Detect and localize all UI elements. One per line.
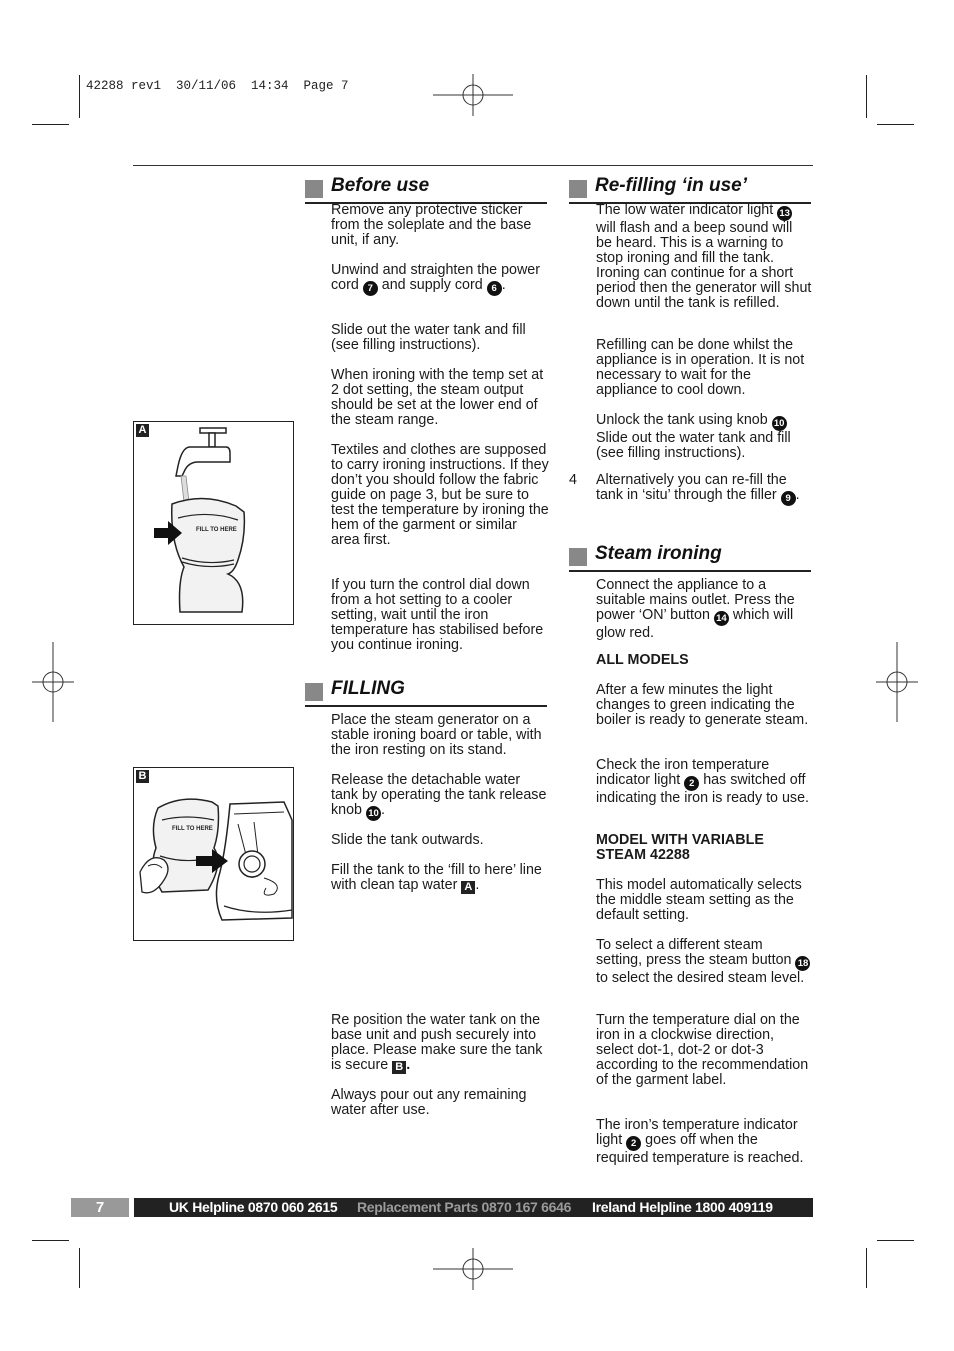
ref-number-icon: 14 [714,611,729,626]
fill-line-label: FILL TO HERE [172,826,213,832]
paragraph [331,773,549,821]
ref-number-icon: 18 [795,956,810,971]
ref-number-icon: 6 [487,281,502,296]
print-slug: 42288 rev1 30/11/06 14:34 Page 7 [86,79,349,93]
footer-divider [129,1198,134,1217]
heading-underline [305,705,547,707]
section-heading-before-use [305,175,547,204]
section-heading-filling [305,678,547,707]
heading-text: FILLING [331,678,405,699]
paragraph [596,473,812,506]
text: Re position the water tank on the base unit and push securely into place. Please make sure the tank is secure [331,1012,543,1073]
text: Alternatively you can re-fill the tank in ‘situ’ through the filler [596,472,787,503]
text: The iron’s temperature indicator light [596,1117,798,1148]
paragraph [331,263,549,296]
text: to select the desired steam level. [596,970,805,986]
text: Fill the tank to the ‘fill to here’ line with clean tap water [331,862,542,893]
text: . [380,802,385,818]
fill-line-label: FILL TO HERE [196,527,237,533]
top-rule [133,165,813,166]
text: which will glow red. [596,607,794,641]
paragraph: After a few minutes the light changes to green indicating the boiler is ready to generate steam. [596,682,809,728]
text: Connect the appliance to a suitable mains outlet. Press the power ‘ON’ button [596,577,795,623]
ref-number-icon: 7 [363,281,378,296]
figure-a [133,421,294,625]
paragraph [331,863,549,894]
text: Unlock the tank using knob [596,412,772,428]
paragraph: Slide the tank outwards. [331,832,484,848]
paragraph [596,938,812,986]
heading-text: Steam ironing [595,543,722,564]
section-heading-steam-ironing [569,543,811,572]
paragraph: Always pour out any remaining water after use. [331,1087,527,1118]
ref-number-icon: 13 [777,206,792,221]
insert-tank-illustration [134,768,293,940]
text: will flash and a beep sound will be heard. This is a warning to stop ironing and fill the tank. Ironing can continue for a short period then the generator will shut down until the tank is refilled. [596,220,812,311]
subheading-variable-steam: MODEL WITH VARIABLE STEAM 42288 [596,832,764,863]
heading-square-marker [569,548,587,566]
paragraph [331,1013,549,1074]
text: goes off when the required temperature is reached. [596,1132,804,1166]
replacement-parts-line: Replacement Parts 0870 167 6646 [357,1199,572,1215]
registration-mark-left [32,642,74,722]
text: . [501,277,506,293]
fill-tank-illustration [134,422,293,624]
paragraph: Refilling can be done whilst the appliance is in operation. It is not necessary to wait for the appliance to cool down. [596,337,805,398]
heading-text: Re-filling ‘in use’ [595,175,748,196]
registration-mark-bottom [433,1248,513,1290]
ref-number-icon: 10 [366,806,381,821]
text: To select a different steam setting, press the steam button [596,937,796,968]
heading-square-marker [305,180,323,198]
paragraph: Slide out the water tank and fill (see filling instructions). [331,322,526,353]
figure-ref-icon: B [392,1061,406,1074]
paragraph [596,413,812,461]
text: Check the iron temperature indicator light [596,757,770,788]
paragraph [596,1118,812,1166]
paragraph: Place the steam generator on a stable ironing board or table, with the iron resting on its stand. [331,712,542,758]
ref-number-icon: 2 [684,776,699,791]
ireland-helpline: Ireland Helpline 1800 409119 [592,1199,773,1215]
page-number: 7 [71,1198,129,1217]
heading-square-marker [305,683,323,701]
text: has switched off indicating the iron is ready to use. [596,772,809,806]
ref-number-icon: 10 [772,416,787,431]
list-number: 4 [569,472,577,488]
paragraph [596,578,812,641]
registration-mark-top [433,74,513,116]
text: Unwind and straighten the power cord [331,262,541,293]
text: The low water indicator light [596,202,778,218]
section-heading-refilling [569,175,811,204]
paragraph: Textiles and clothes are supposed to carry ironing instructions. If they don’t you should follow the fabric guide on page 3, but be sure to test the temperature by ironing the hem of the garment or similar area first. [331,442,549,548]
text: Release the detachable water tank by operating the tank release knob [331,772,547,818]
ref-number-icon: 2 [626,1136,641,1151]
uk-helpline: UK Helpline 0870 060 2615 [169,1199,338,1215]
figure-label: A [136,424,149,437]
text: . [475,877,480,893]
subheading-all-models: ALL MODELS [596,652,689,668]
heading-text: Before use [331,175,430,196]
text: . [795,487,800,503]
figure-ref-icon: A [461,881,475,894]
paragraph [596,203,812,311]
footer-helpline-bar [71,1198,813,1217]
paragraph: When ironing with the temp set at 2 dot setting, the steam output should be set at the lower end of the steam range. [331,367,544,428]
paragraph: Remove any protective sticker from the soleplate and the base unit, if any. [331,202,532,248]
ref-number-icon: 9 [781,491,796,506]
figure-b [133,767,294,941]
paragraph: Turn the temperature dial on the iron in a clockwise direction, select dot-1, dot-2 or dot-3 according to the recommendation of the garment label. [596,1012,809,1088]
heading-square-marker [569,180,587,198]
text: Slide out the water tank and fill (see filling instructions). [596,430,791,461]
heading-underline [569,570,811,572]
paragraph: If you turn the control dial down from a hot setting to a cooler setting, wait until the iron temperature has stabilised before you continue ironing. [331,577,544,653]
text: and supply cord [377,277,487,293]
registration-mark-right [876,642,918,722]
paragraph: This model automatically selects the middle steam setting as the default setting. [596,877,802,923]
paragraph [596,758,812,806]
figure-label: B [136,770,149,783]
text: . [406,1057,411,1073]
